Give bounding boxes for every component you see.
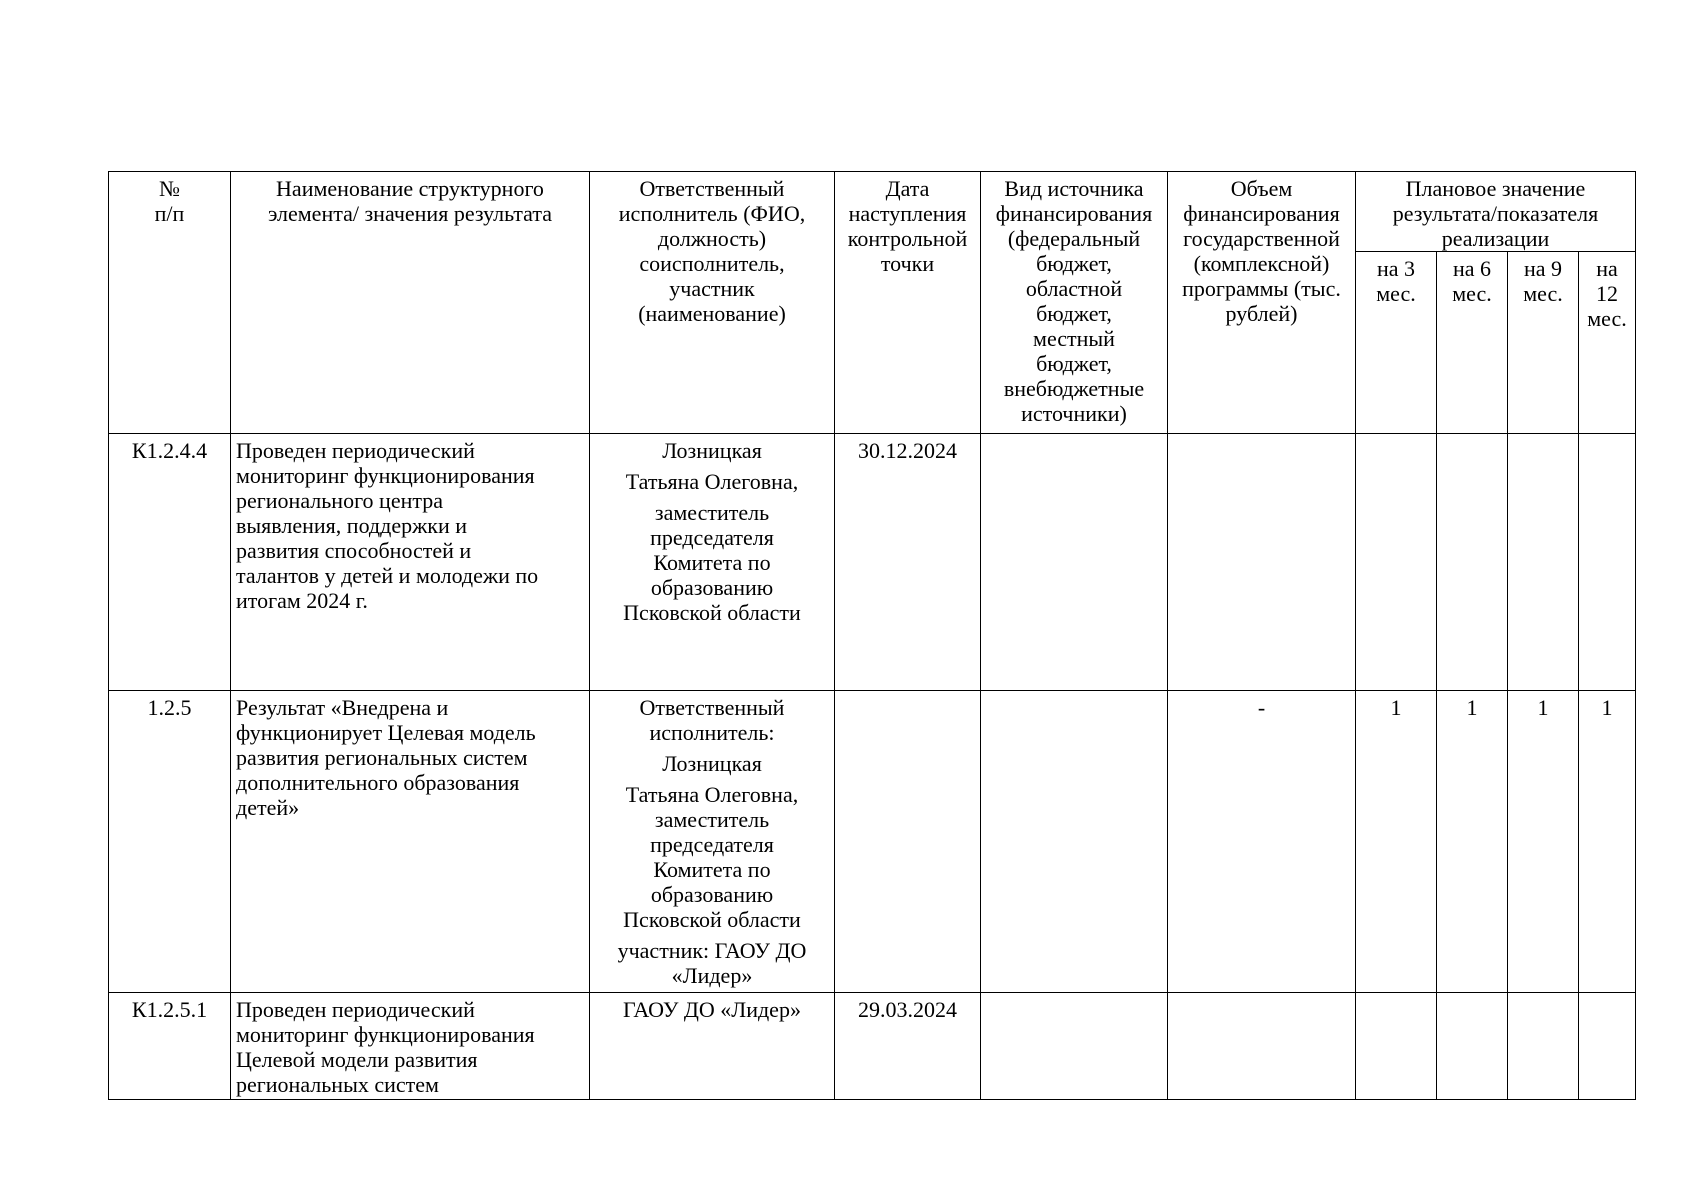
table-row [109, 434, 1636, 691]
row-name: Проведен периодический мониторинг функционирования Целевой модели развития региональных систем [231, 993, 590, 1100]
row-num: К1.2.4.4 [109, 434, 231, 691]
row-date [835, 691, 981, 993]
row-name: Результат «Внедрена и функционирует Целевая модель развития региональных систем дополнительного образования детей» [231, 691, 590, 993]
header-planned: Плановое значение результата/показателя реализации [1356, 172, 1636, 252]
row-m12 [1579, 434, 1636, 691]
row-m6: 1 [1437, 691, 1508, 993]
row-m12 [1579, 993, 1636, 1100]
row-m9 [1508, 993, 1579, 1100]
header-source: Вид источника финансирования (федеральный бюджет, областной бюджет, местный бюджет, внебюджетные источники) [981, 172, 1168, 434]
row-responsible: ГАОУ ДО «Лидер» [590, 993, 835, 1100]
row-date: 29.03.2024 [835, 993, 981, 1100]
header-m12: на 12 мес. [1579, 252, 1636, 434]
row-m6 [1437, 993, 1508, 1100]
row-source [981, 691, 1168, 993]
table-row [109, 993, 1636, 1100]
table-row [109, 691, 1636, 993]
row-source [981, 993, 1168, 1100]
header-responsible: Ответственный исполнитель (ФИО, должность) соисполнитель, участник (наименование) [590, 172, 835, 434]
row-num: 1.2.5 [109, 691, 231, 993]
header-name: Наименование структурного элемента/ значения результата [231, 172, 590, 434]
row-date: 30.12.2024 [835, 434, 981, 691]
header-row [109, 172, 1636, 252]
header-volume: Объем финансирования государственной (комплексной) программы (тыс. рублей) [1168, 172, 1356, 434]
row-name: Проведен периодический мониторинг функционирования регионального центра выявления, поддержки и развития способностей и талантов у детей и молодежи по итогам 2024 г. [231, 434, 590, 691]
header-num: № п/п [109, 172, 231, 434]
row-m3 [1356, 993, 1437, 1100]
row-volume [1168, 434, 1356, 691]
row-m9 [1508, 434, 1579, 691]
row-responsible: Лозницкая Татьяна Олеговна, заместитель председателя Комитета по образованию Псковской области [590, 434, 835, 691]
header-m9: на 9 мес. [1508, 252, 1579, 434]
row-responsible: Ответственный исполнитель: Лозницкая Татьяна Олеговна, заместитель председателя Комитета по образованию Псковской области участник: ГАОУ ДО «Лидер» [590, 691, 835, 993]
plan-table [108, 171, 1636, 1100]
row-m9: 1 [1508, 691, 1579, 993]
row-m3: 1 [1356, 691, 1437, 993]
row-num: К1.2.5.1 [109, 993, 231, 1100]
row-m6 [1437, 434, 1508, 691]
row-volume: - [1168, 691, 1356, 993]
row-volume [1168, 993, 1356, 1100]
row-m12: 1 [1579, 691, 1636, 993]
row-m3 [1356, 434, 1437, 691]
header-date: Дата наступления контрольной точки [835, 172, 981, 434]
header-m3: на 3 мес. [1356, 252, 1437, 434]
row-source [981, 434, 1168, 691]
header-m6: на 6 мес. [1437, 252, 1508, 434]
